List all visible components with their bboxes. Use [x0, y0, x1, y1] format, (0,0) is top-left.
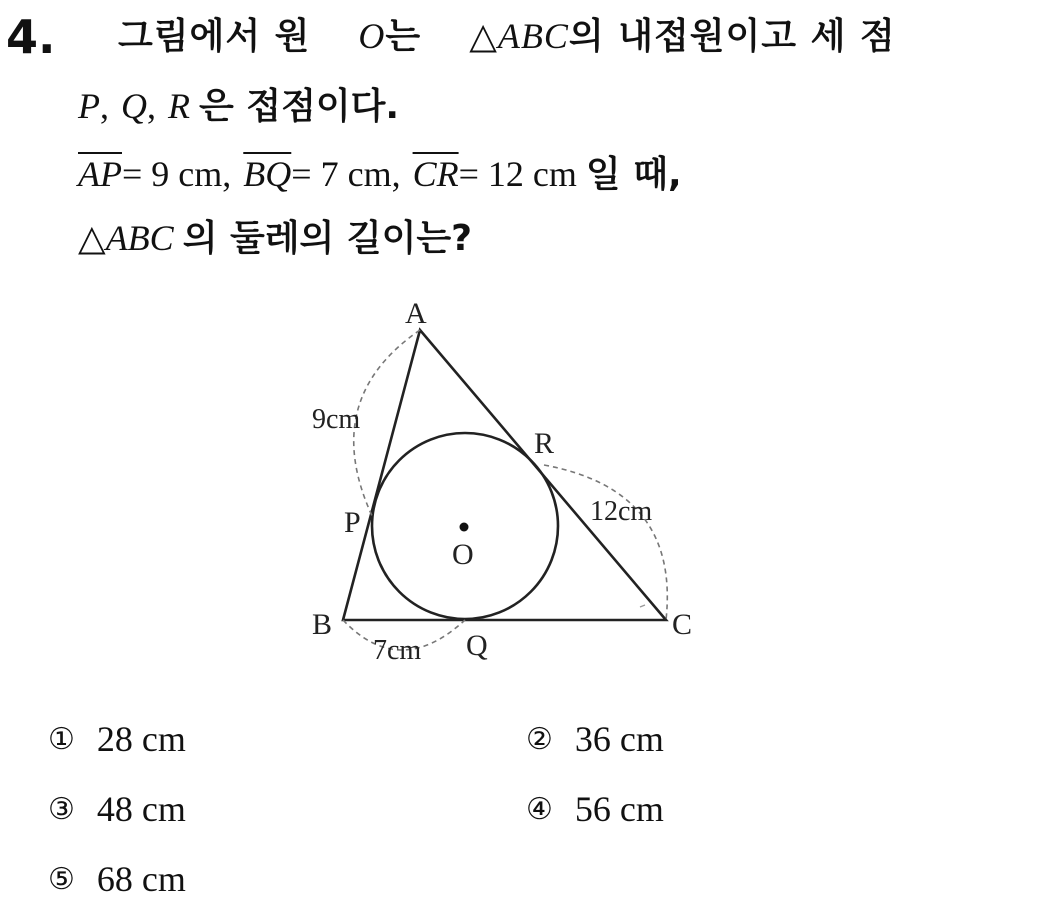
center-point [460, 523, 469, 532]
q-math: , [222, 154, 232, 194]
q-math: = 9 cm [121, 154, 223, 194]
choice-4[interactable] [526, 788, 664, 830]
q-text: 는 [385, 16, 422, 57]
q-math: P [78, 86, 100, 126]
q-math: ABC [105, 218, 174, 258]
q-math: ABC [497, 16, 569, 56]
choice-mark: ③ [48, 792, 75, 827]
label-p: P [344, 506, 361, 539]
choice-text: 68 cm [96, 859, 186, 899]
label-a: A [405, 297, 427, 330]
label-r: R [534, 427, 555, 460]
length-bq: 7cm [373, 635, 422, 666]
q-math: = 7 cm [291, 154, 392, 194]
q-math: , [147, 86, 156, 126]
q-text: 의 둘레의 길이는? [182, 218, 473, 259]
q-math: , [391, 154, 401, 194]
q-math: Q [121, 86, 147, 126]
label-b: B [312, 608, 333, 641]
choice-1[interactable] [48, 718, 186, 760]
choice-mark: ⑤ [48, 862, 75, 897]
arc-cr [544, 465, 667, 620]
q-text: 은 접점이다. [199, 86, 400, 127]
length-cr: 12cm [590, 496, 653, 527]
choice-text: 36 cm [574, 719, 664, 759]
arc-ap [354, 330, 420, 518]
q-text: 일 때, [585, 154, 682, 195]
q-text: 그림에서 원 [118, 16, 311, 57]
q-math: = 12 cm [458, 154, 577, 194]
triangle-abc [343, 330, 666, 620]
q-math: △ [469, 16, 498, 56]
choice-5[interactable] [48, 858, 186, 900]
q-math: $\overline{AP}$ [78, 154, 122, 194]
q-text: 의 내접원이고 세 점 [568, 16, 896, 57]
length-ap: 9cm [312, 404, 361, 435]
choice-mark: ① [48, 722, 75, 757]
q-math: R [168, 86, 190, 126]
angle-mark [640, 605, 645, 607]
choice-3[interactable] [48, 788, 186, 830]
q-math: , [100, 86, 109, 126]
choice-text: 48 cm [96, 789, 186, 829]
choice-2[interactable] [526, 718, 664, 760]
q-math: △ [78, 218, 106, 258]
choice-text: 28 cm [96, 719, 186, 759]
label-c: C [672, 608, 693, 641]
choice-mark: ② [526, 722, 553, 757]
q-math: $\overline{CR}$ [412, 154, 459, 194]
label-q: Q [466, 629, 488, 662]
q-math: $\overline{BQ}$ [243, 154, 292, 194]
choice-text: 56 cm [574, 789, 664, 829]
q-math: O [358, 16, 386, 56]
question-number: 4. [6, 10, 56, 64]
choice-mark: ④ [526, 792, 553, 827]
label-o: O [452, 538, 474, 571]
